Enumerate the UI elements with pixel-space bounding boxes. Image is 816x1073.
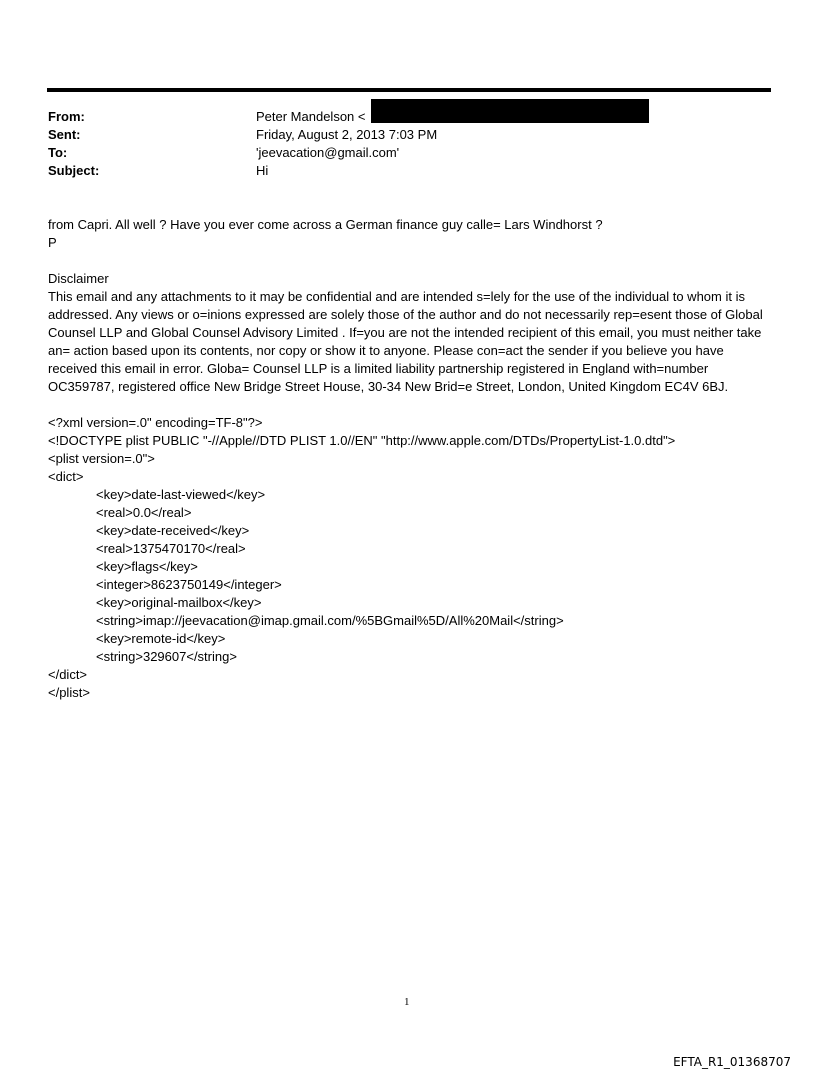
sent-label: Sent: (48, 127, 81, 142)
plist-doctype: <!DOCTYPE plist PUBLIC "-//Apple//DTD PLIST 1.0//EN" "http://www.apple.com/DTDs/PropertyList-1.0.dtd"> (48, 433, 676, 448)
to-value: 'jeevacation@gmail.com' (256, 145, 400, 160)
plist-entry: <string>imap://jeevacation@imap.gmail.com/%5BGmail%5D/All%20Mail</string> (96, 613, 564, 628)
plist-entry: <key>date-received</key> (96, 523, 250, 538)
dict-open-tag: <dict> (48, 469, 84, 484)
redaction-block (371, 99, 649, 123)
disclaimer-title: Disclaimer (48, 271, 109, 286)
subject-label: Subject: (48, 163, 100, 178)
from-value: Peter Mandelson < (256, 109, 366, 124)
plist-entry: <real>0.0</real> (96, 505, 192, 520)
dict-close-tag: </dict> (48, 667, 88, 682)
bates-number: EFTA_R1_01368707 (673, 1055, 791, 1069)
plist-entry: <key>remote-id</key> (96, 631, 226, 646)
plist-entry: <key>date-last-viewed</key> (96, 487, 266, 502)
signoff: P (48, 235, 57, 250)
plist-close-tag: </plist> (48, 685, 90, 700)
plist-open-tag: <plist version=.0"> (48, 451, 155, 466)
message-text: from Capri. All well ? Have you ever come across a German finance guy calle= Lars Windhorst ? (48, 217, 603, 232)
sent-value: Friday, August 2, 2013 7:03 PM (256, 127, 438, 142)
plist-xml-declaration: <?xml version=.0" encoding=TF-8"?> (48, 415, 263, 430)
page-number: 1 (404, 996, 410, 1008)
plist-entry: <real>1375470170</real> (96, 541, 246, 556)
disclaimer-text: This email and any attachments to it may be confidential and are intended s=lely for the use of the individual to whom it is addressed. Any views or o=inions expressed are solely those of the author and do not necessarily rep=esent those of Global Counsel LLP and Global Counsel Advisory Limited . If=you are not the intended recipient of this email, you must neither take an= action based upon its contents, nor copy or show it to anyone. Please con=act the sender if you believe you have received this email in error. Globa= Counsel LLP is a limited liability partnership registered in England with=number OC359787, registered office New Bridge Street House, 30-34 New Brid=e Street, London, United Kingdom EC4V 6BJ. (48, 289, 763, 394)
plist-entry: <key>original-mailbox</key> (96, 595, 262, 610)
to-label: To: (48, 145, 68, 160)
plist-entry: <integer>8623750149</integer> (96, 577, 282, 592)
plist-entry: <string>329607</string> (96, 649, 237, 664)
subject-value: Hi (256, 163, 269, 178)
from-label: From: (48, 109, 85, 124)
header-divider (47, 88, 771, 92)
plist-entry: <key>flags</key> (96, 559, 198, 574)
